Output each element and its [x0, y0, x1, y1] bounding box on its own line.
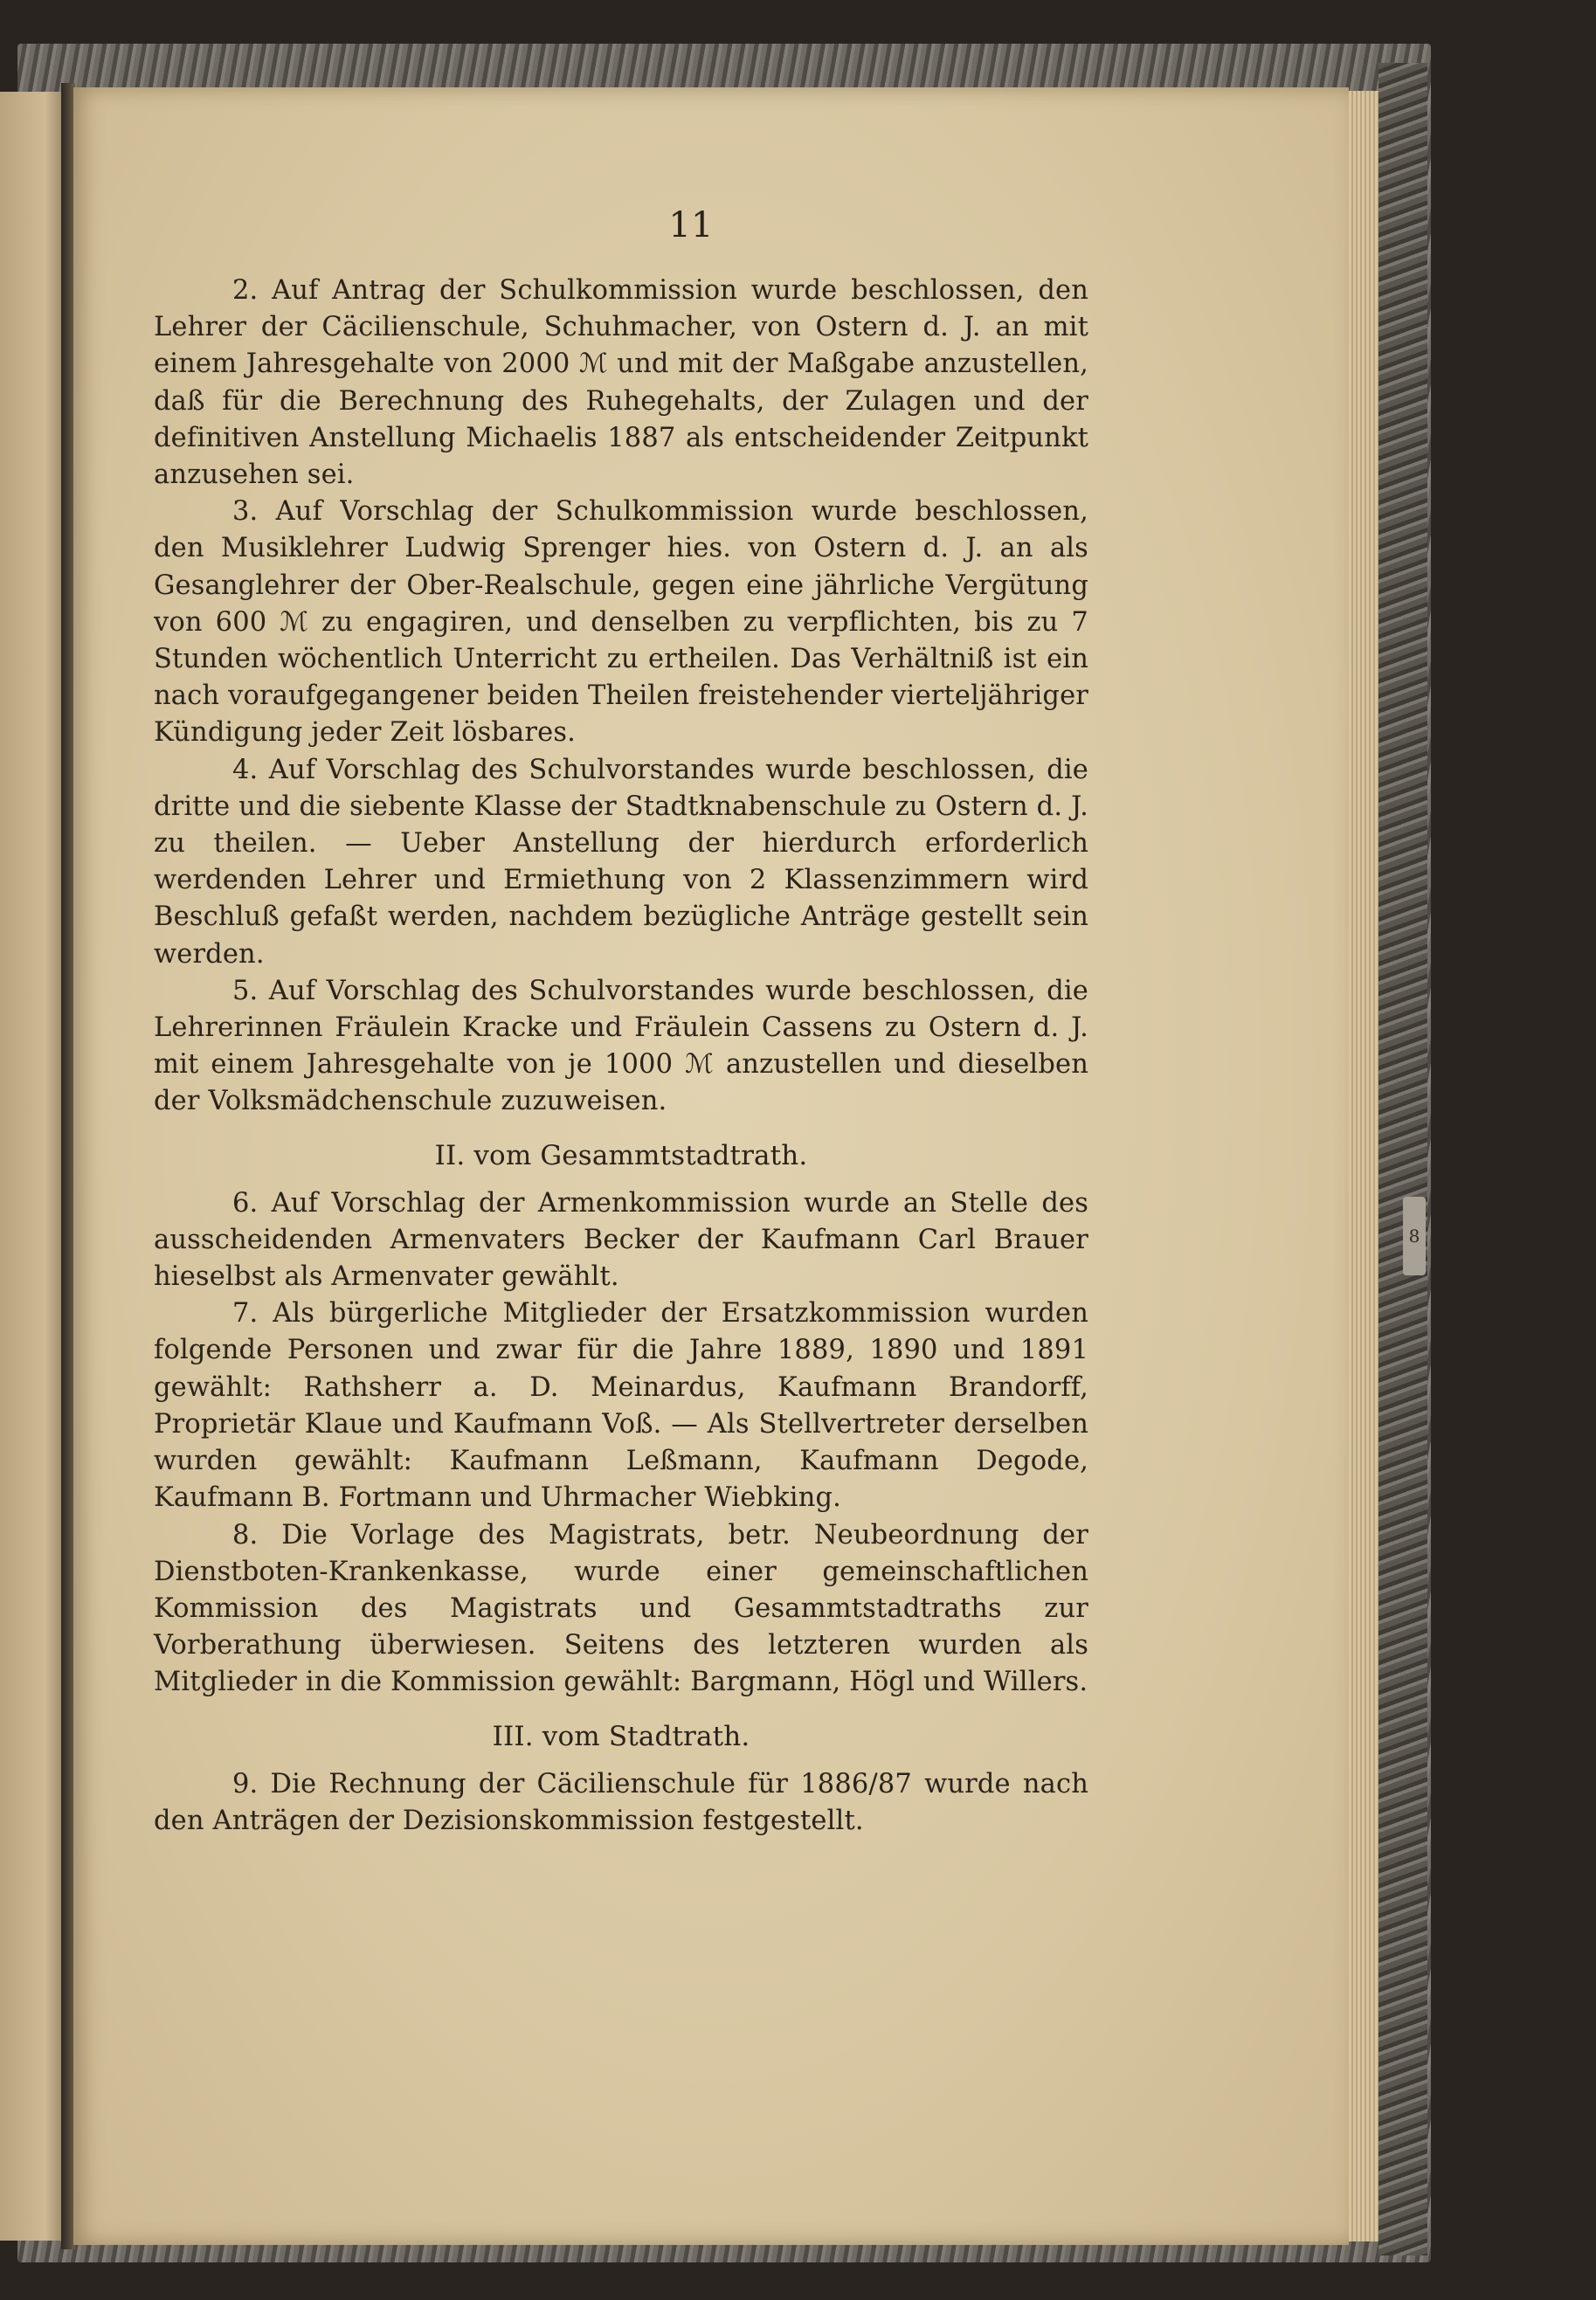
- spine-label: 8: [1403, 1197, 1426, 1275]
- paragraph-6: 6. Auf Vorschlag der Armenkommission wurde an Stelle des ausscheidenden Armenvaters Becker der Kaufmann Carl Brauer hieselbst als Armenvater gewählt.: [154, 1187, 1088, 1293]
- paragraph-4: 4. Auf Vorschlag des Schulvorstandes wurde beschlossen, die dritte und die siebente Klasse der Stadtknabenschule zu Ostern d. J. zu theilen. — Ueber Anstellung der hierdurch erforderlich werdenden Lehrer und Ermiethung von 2 Klassenzimmern wird Beschluß gefaßt werden, nachdem bezügliche Anträge gestellt sein werden.: [154, 754, 1088, 970]
- paragraph-9: 9. Die Rechnung der Cäcilienschule für 1886/87 wurde nach den Anträgen der Dezisionskommission festgestellt.: [154, 1768, 1088, 1836]
- paragraph-3: 3. Auf Vorschlag der Schulkommission wurde beschlossen, den Musiklehrer Ludwig Sprenger hies. von Ostern d. J. an als Gesanglehrer der Ober-Realschule, gegen eine jährliche Vergütung von 600 ℳ zu engagiren, und denselben zu verpflichten, bis zu 7 Stunden wöchentlich Unterricht zu ertheilen. Das Verhältniß ist ein nach voraufgegangener beiden Theilen freistehender vierteljähriger Kündigung jeder Zeit lösbares.: [154, 496, 1088, 749]
- paragraph-8: 8. Die Vorlage des Magistrats, betr. Neubeordnung der Dienstboten-Krankenkasse, wurde einer gemeinschaftlichen Kommission des Magistrats und Gesammtstadtraths zur Vorberathung überwiesen. Seitens des letzteren wurden als Mitglieder in die Kommission gewählt: Bargmann, Högl und Willers.: [154, 1519, 1088, 1698]
- paragraph-7: 7. Als bürgerliche Mitglieder der Ersatzkommission wurden folgende Personen und zwar für die Jahre 1889, 1890 und 1891 gewählt: Rathsherr a. D. Meinardus, Kaufmann Brandorff, Proprietär Klaue und Kaufmann Voß. — Als Stellvertreter derselben wurden gewählt: Kaufmann Leßmann, Kaufmann Degode, Kaufmann B. Fortmann und Uhrmacher Wiebking.: [154, 1298, 1088, 1514]
- page-block-edge: [1349, 91, 1378, 2241]
- paragraph-2: 2. Auf Antrag der Schulkommission wurde beschlossen, den Lehrer der Cäcilienschule, Schuhmacher, von Ostern d. J. an mit einem Jahresgehalte von 2000 ℳ und mit der Maßgabe anzustellen, daß für die Berechnung des Ruhegehalts, der Zulagen und der definitiven Anstellung Michaelis 1887 als entscheidender Zeitpunkt anzusehen sei.: [154, 275, 1088, 491]
- book-spine: [1378, 63, 1427, 2255]
- page-text: [154, 201, 1088, 1840]
- page-number: 11: [668, 205, 714, 245]
- paragraph-5: 5. Auf Vorschlag des Schulvorstandes wurde beschlossen, die Lehrerinnen Fräulein Kracke und Fräulein Cassens zu Ostern d. J. mit einem Jahresgehalte von je 1000 ℳ anzustellen und dieselben der Volksmädchenschule zuzuweisen.: [154, 975, 1088, 1117]
- section-heading-stadtrath: III. vom Stadtrath.: [492, 1720, 750, 1752]
- section-heading-gesammtstadtrath: II. vom Gesammtstadtrath.: [434, 1139, 808, 1171]
- left-page-edge: [0, 92, 65, 2241]
